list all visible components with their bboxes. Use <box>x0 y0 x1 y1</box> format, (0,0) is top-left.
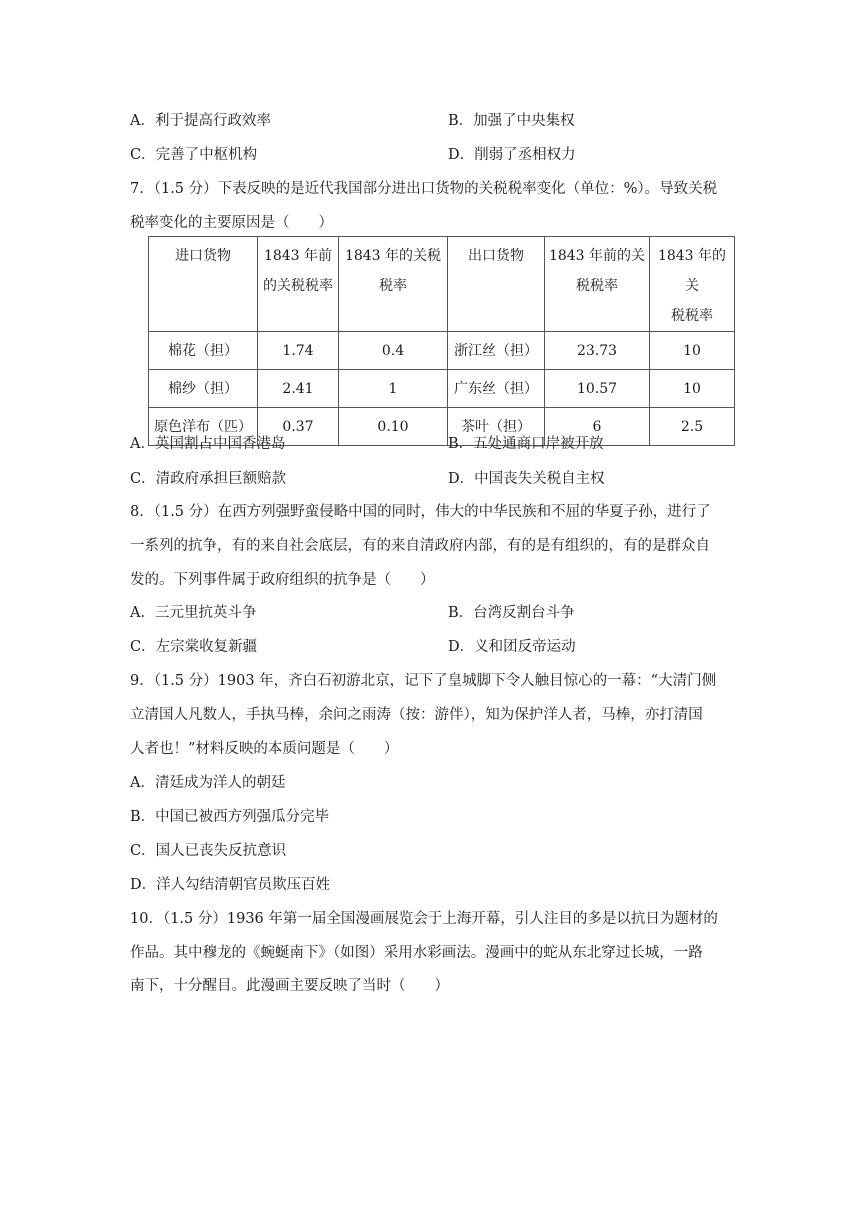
table-cell: 0.37 <box>258 408 339 446</box>
q7-option-c[interactable]: C．清政府承担巨额赔款 <box>130 471 287 487</box>
header-cell: 1843 年的关税 税率 <box>339 237 448 332</box>
table-cell: 广东丝（担） <box>448 370 545 408</box>
table-row <box>149 332 735 370</box>
table-cell: 茶叶（担） <box>448 408 545 446</box>
table-cell: 23.73 <box>545 332 650 370</box>
table-cell: 2.41 <box>258 370 339 408</box>
q10-stem-line2: 作品。其中穆龙的《蜿蜒南下》（如图）采用水彩画法。漫画中的蛇从东北穿过长城，一路 <box>130 945 703 961</box>
q8-option-a[interactable]: A．三元里抗英斗争 <box>130 605 257 621</box>
header-cell: 出口货物 <box>448 237 545 332</box>
q9-option-c[interactable]: C．国人已丧失反抗意识 <box>130 843 287 859</box>
tariff-table <box>148 236 735 446</box>
q10-stem-line1: 10．（1.5 分）1936 年第一届全国漫画展览会于上海开幕，引人注目的多是以抗日为题材的 <box>130 911 718 927</box>
table-cell: 10 <box>650 332 735 370</box>
q8-stem-line2: 一系列的抗争，有的来自社会底层，有的来自清政府内部，有的是有组织的，有的是群众自 <box>130 538 710 554</box>
header-cell: 进口货物 <box>149 237 258 332</box>
table-row <box>149 370 735 408</box>
q9-stem-line2: 立清国人凡数人，手执马棒，余问之雨涛（按：游伴），知为保护洋人者，马棒，亦打清国 <box>130 707 703 723</box>
q8-option-c[interactable]: C．左宗棠收复新疆 <box>130 639 258 655</box>
q6-option-a[interactable]: A．利于提高行政效率 <box>130 113 271 129</box>
table-cell: 10.57 <box>545 370 650 408</box>
q7-option-d[interactable]: D．中国丧失关税自主权 <box>448 471 605 487</box>
q10-stem-line3: 南下，十分醒目。此漫画主要反映了当时（ ） <box>130 978 449 994</box>
q9-option-b[interactable]: B．中国已被西方列强瓜分完毕 <box>130 809 330 825</box>
table-cell: 0.10 <box>339 408 448 446</box>
table-cell: 浙江丝（担） <box>448 332 545 370</box>
q9-stem-line1: 9．（1.5 分）1903 年，齐白石初游北京，记下了皇城脚下令人触目惊心的一幕：“大清门侧 <box>130 673 717 689</box>
q9-option-a[interactable]: A．清廷成为洋人的朝廷 <box>130 775 286 791</box>
table-cell: 0.4 <box>339 332 448 370</box>
header-cell: 1843 年前的关 税税率 <box>545 237 650 332</box>
q8-option-b[interactable]: B．台湾反割台斗争 <box>448 605 575 621</box>
header-cell: 1843 年的关 税税率 <box>650 237 735 332</box>
q9-option-d[interactable]: D．洋人勾结清朝官员欺压百姓 <box>130 877 331 893</box>
q9-stem-line3: 人者也！”材料反映的本质问题是（ ） <box>130 741 399 757</box>
table-cell: 10 <box>650 370 735 408</box>
table-cell: 棉纱（担） <box>149 370 258 408</box>
table-cell: 1 <box>339 370 448 408</box>
q7-option-a[interactable]: A．英国割占中国香港岛 <box>130 436 286 452</box>
q7-stem-line2: 税率变化的主要原因是（ ） <box>130 215 333 231</box>
q6-option-c[interactable]: C．完善了中枢机构 <box>130 147 258 163</box>
table-cell: 6 <box>545 408 650 446</box>
table-cell: 2.5 <box>650 408 735 446</box>
q8-option-d[interactable]: D．义和团反帝运动 <box>448 639 576 655</box>
q7-stem-line1: 7．（1.5 分）下表反映的是近代我国部分进出口货物的关税税率变化（单位：%）。导致关税 <box>130 181 718 197</box>
table-cell: 棉花（担） <box>149 332 258 370</box>
tariff-table-header <box>149 237 735 332</box>
q7-option-b[interactable]: B．五处通商口岸被开放 <box>448 436 604 452</box>
q8-stem-line1: 8．（1.5 分）在西方列强野蛮侵略中国的同时，伟大的中华民族和不屈的华夏子孙，进行了 <box>130 504 711 520</box>
table-cell: 1.74 <box>258 332 339 370</box>
q6-option-b[interactable]: B．加强了中央集权 <box>448 113 575 129</box>
q6-option-d[interactable]: D．削弱了丞相权力 <box>448 147 576 163</box>
table-cell: 原色洋布（匹） <box>149 408 258 446</box>
header-cell: 1843 年前 的关税税率 <box>258 237 339 332</box>
q8-stem-line3: 发的。下列事件属于政府组织的抗争是（ ） <box>130 572 435 588</box>
